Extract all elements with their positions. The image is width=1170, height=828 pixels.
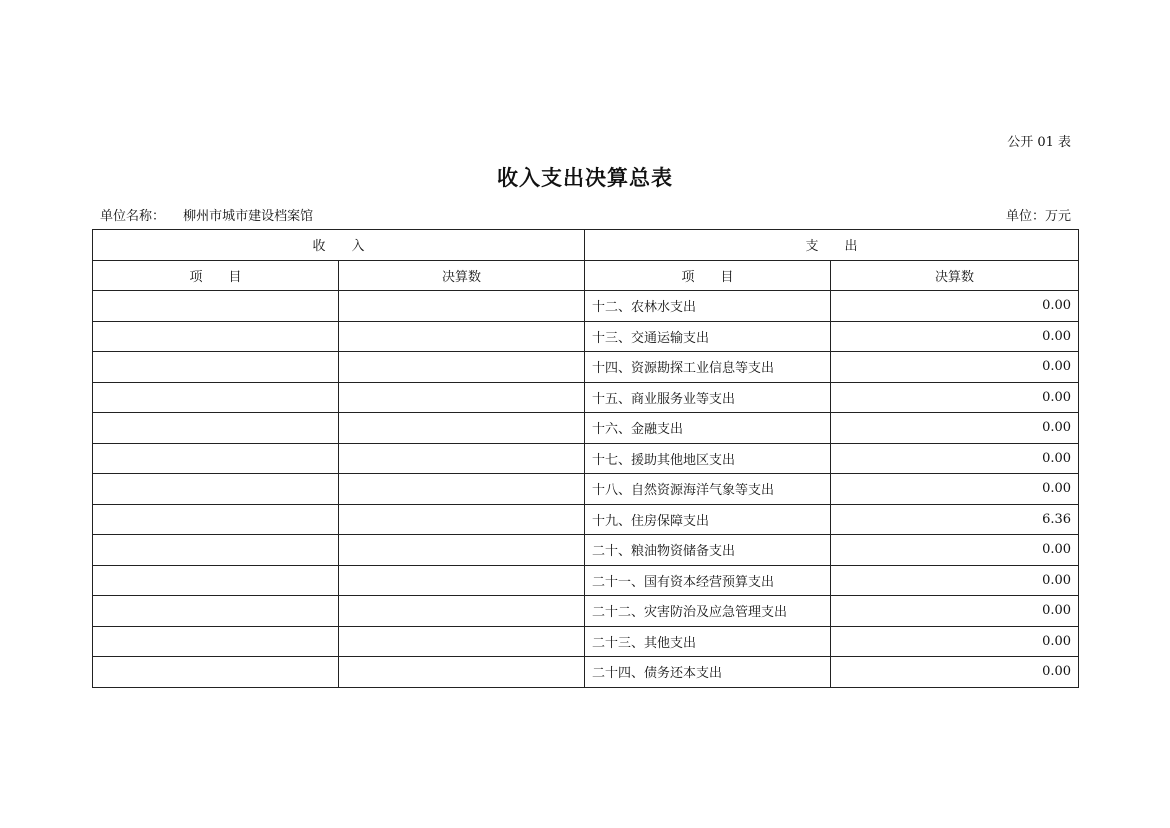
table-row bbox=[93, 352, 1079, 383]
expenditure-item-cell: 十九、住房保障支出 bbox=[585, 504, 831, 535]
org-name-label: 单位名称： bbox=[100, 209, 166, 224]
expenditure-item-cell: 二十二、灾害防治及应急管理支出 bbox=[585, 596, 831, 627]
income-item-header: 项 目 bbox=[93, 260, 339, 291]
income-amount-cell bbox=[339, 321, 585, 352]
expenditure-item-cell: 十二、农林水支出 bbox=[585, 291, 831, 322]
expenditure-item-header: 项 目 bbox=[585, 260, 831, 291]
income-amount-cell bbox=[339, 535, 585, 566]
expenditure-item-cell: 二十、粮油物资储备支出 bbox=[585, 535, 831, 566]
table-row bbox=[93, 596, 1079, 627]
income-amount-cell bbox=[339, 626, 585, 657]
income-amount-cell bbox=[339, 657, 585, 688]
income-item-cell bbox=[93, 596, 339, 627]
form-code: 公开 01 表 bbox=[1007, 135, 1071, 150]
expenditure-amount-cell: 0.00 bbox=[831, 565, 1079, 596]
table-row bbox=[93, 474, 1079, 505]
expenditure-amount-cell: 0.00 bbox=[831, 596, 1079, 627]
expenditure-amount-cell: 0.00 bbox=[831, 413, 1079, 444]
income-amount-cell bbox=[339, 565, 585, 596]
expenditure-item-cell: 十七、援助其他地区支出 bbox=[585, 443, 831, 474]
expenditure-item-cell: 二十四、债务还本支出 bbox=[585, 657, 831, 688]
expenditure-item-cell: 十六、金融支出 bbox=[585, 413, 831, 444]
expenditure-item-cell: 十五、商业服务业等支出 bbox=[585, 382, 831, 413]
income-item-cell bbox=[93, 321, 339, 352]
income-item-cell bbox=[93, 535, 339, 566]
income-amount-cell bbox=[339, 352, 585, 383]
expenditure-item-cell: 二十三、其他支出 bbox=[585, 626, 831, 657]
income-item-cell bbox=[93, 626, 339, 657]
expenditure-item-cell: 十八、自然资源海洋气象等支出 bbox=[585, 474, 831, 505]
income-amount-header: 决算数 bbox=[339, 260, 585, 291]
income-expenditure-table bbox=[92, 229, 1079, 688]
income-item-cell bbox=[93, 443, 339, 474]
table-row bbox=[93, 565, 1079, 596]
expenditure-amount-cell: 0.00 bbox=[831, 352, 1079, 383]
money-unit-label: 单位：万元 bbox=[1005, 209, 1071, 224]
expenditure-amount-cell: 0.00 bbox=[831, 321, 1079, 352]
expenditure-group-header: 支 出 bbox=[585, 230, 1079, 261]
expenditure-item-cell: 二十一、国有资本经营预算支出 bbox=[585, 565, 831, 596]
group-header-row bbox=[93, 230, 1079, 261]
table-row bbox=[93, 413, 1079, 444]
income-amount-cell bbox=[339, 474, 585, 505]
table-row bbox=[93, 504, 1079, 535]
income-amount-cell bbox=[339, 443, 585, 474]
income-item-cell bbox=[93, 291, 339, 322]
income-item-cell bbox=[93, 474, 339, 505]
page-title: 收入支出决算总表 bbox=[497, 166, 673, 190]
income-item-cell bbox=[93, 565, 339, 596]
column-header-row bbox=[93, 260, 1079, 291]
income-item-cell bbox=[93, 504, 339, 535]
expenditure-amount-header: 决算数 bbox=[831, 260, 1079, 291]
income-item-cell bbox=[93, 657, 339, 688]
org-name-value: 柳州市城市建设档案馆 bbox=[183, 209, 314, 224]
income-amount-cell bbox=[339, 291, 585, 322]
income-item-cell bbox=[93, 352, 339, 383]
table-row bbox=[93, 657, 1079, 688]
income-amount-cell bbox=[339, 596, 585, 627]
income-item-cell bbox=[93, 382, 339, 413]
unit-info-row bbox=[100, 205, 1071, 224]
income-amount-cell bbox=[339, 504, 585, 535]
income-amount-cell bbox=[339, 413, 585, 444]
income-item-cell bbox=[93, 413, 339, 444]
expenditure-amount-cell: 0.00 bbox=[831, 535, 1079, 566]
expenditure-amount-cell: 0.00 bbox=[831, 657, 1079, 688]
expenditure-item-cell: 十三、交通运输支出 bbox=[585, 321, 831, 352]
table-row bbox=[93, 443, 1079, 474]
expenditure-amount-cell: 0.00 bbox=[831, 443, 1079, 474]
table-row bbox=[93, 291, 1079, 322]
income-amount-cell bbox=[339, 382, 585, 413]
expenditure-item-cell: 十四、资源勘探工业信息等支出 bbox=[585, 352, 831, 383]
expenditure-amount-cell: 0.00 bbox=[831, 474, 1079, 505]
expenditure-amount-cell: 0.00 bbox=[831, 291, 1079, 322]
table-row bbox=[93, 382, 1079, 413]
expenditure-amount-cell: 0.00 bbox=[831, 626, 1079, 657]
income-group-header: 收 入 bbox=[93, 230, 585, 261]
expenditure-amount-cell: 0.00 bbox=[831, 382, 1079, 413]
table-row bbox=[93, 321, 1079, 352]
expenditure-amount-cell: 6.36 bbox=[831, 504, 1079, 535]
table-row bbox=[93, 626, 1079, 657]
table-row bbox=[93, 535, 1079, 566]
